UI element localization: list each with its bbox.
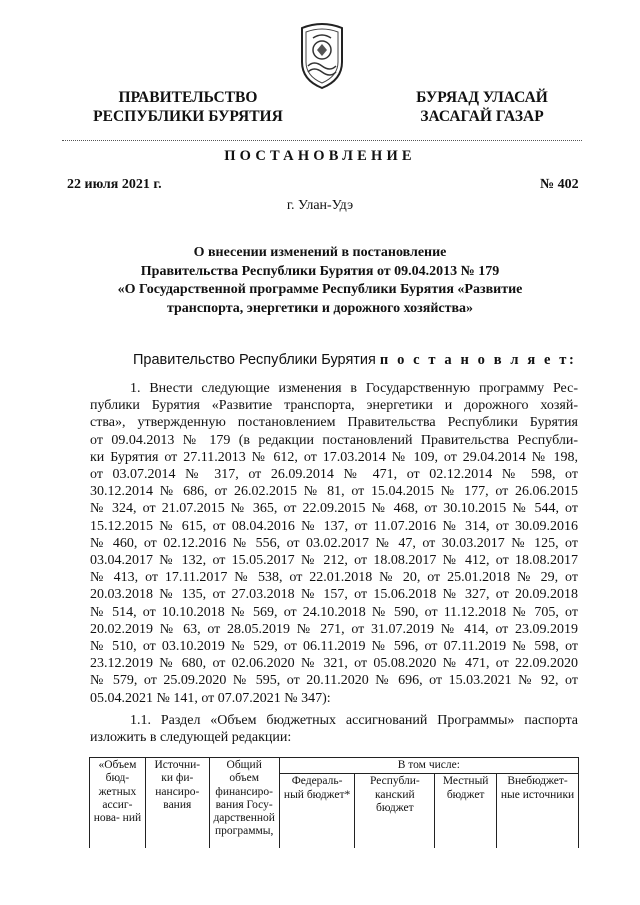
table-header-republic-budget: Республи- канский бюджет bbox=[355, 774, 435, 848]
document-number: № 402 bbox=[540, 177, 579, 192]
document-subject bbox=[80, 244, 560, 318]
budget-table bbox=[89, 757, 579, 848]
text-line: 30.12.2014 № 686, от 26.02.2015 № 81, от 15.04.2015 № 177, от 26.06.2015 bbox=[90, 484, 578, 500]
header-left-line1: ПРАВИТЕЛЬСТВО bbox=[118, 89, 258, 106]
text-line: № 324, от 21.07.2015 № 365, от 22.09.2015 № 468, от 30.10.2015 № 544, от bbox=[90, 501, 578, 517]
text-line: 05.04.2021 № 141, от 07.07.2021 № 347): bbox=[90, 690, 331, 706]
government-name-ru bbox=[88, 88, 288, 126]
table-header-extrabudgetary: Внебюджет- ные источники bbox=[497, 774, 579, 848]
text-line: ства», утвержденную постановлением Правительства Республики Бурятия bbox=[90, 415, 578, 431]
document-title: ПОСТАНОВЛЕНИЕ bbox=[224, 148, 416, 164]
text-line: 1.1. Раздел «Объем бюджетных ассигнований Программы» паспорта bbox=[130, 713, 578, 728]
paragraph-1-1 bbox=[90, 712, 578, 746]
table-header-federal-budget: Федераль- ный бюджет* bbox=[279, 774, 355, 848]
table-header-total-funding: Общий объем финансиро- вания Госу- дарственной программы, bbox=[209, 758, 279, 848]
subject-line: О внесении изменений в постановление bbox=[193, 245, 447, 260]
paragraph-1 bbox=[90, 380, 578, 707]
coat-of-arms-emblem bbox=[296, 22, 348, 90]
text-line: от 03.07.2014 № 317, от 26.09.2014 № 471, от 02.12.2014 № 598, от bbox=[90, 467, 578, 483]
text-line: от 09.04.2013 № 179 (в редакции постановлений Правительства Республи- bbox=[90, 432, 578, 448]
table-header-local-budget: Местный бюджет bbox=[435, 774, 497, 848]
text-line: 03.04.2017 № 132, от 15.05.2017 № 212, от 18.08.2017 № 412, от 18.08.2017 bbox=[90, 553, 578, 569]
header-left-line2: РЕСПУБЛИКИ БУРЯТИЯ bbox=[93, 108, 283, 125]
text-line: ки Бурятия от 27.11.2013 № 612, от 17.03.2014 № 109, от 29.04.2014 № 198, bbox=[90, 449, 578, 465]
text-line: № 510, от 03.10.2019 № 529, от 06.11.2019 № 596, от 07.11.2019 № 598, от bbox=[90, 639, 578, 655]
preamble bbox=[133, 352, 576, 369]
header-divider bbox=[62, 140, 582, 141]
subject-line: «О Государственной программе Республики Бурятия «Развитие bbox=[117, 282, 523, 297]
text-line: изложить в следующей редакции: bbox=[90, 730, 292, 746]
subject-line: транспорта, энергетики и дорожного хозяйства» bbox=[166, 300, 474, 316]
text-line: № 579, от 25.09.2020 № 595, от 20.11.2020 № 696, от 15.03.2021 № 92, от bbox=[90, 673, 578, 689]
table-header-budget-allocations: «Объем бюд- жетных ассиг- нова- ний bbox=[90, 758, 146, 848]
document-date: 22 июля 2021 г. bbox=[67, 177, 162, 192]
text-line: 1. Внести следующие изменения в Государственную программу Рес- bbox=[130, 381, 578, 396]
government-name-bua bbox=[402, 88, 562, 126]
preamble-emphasis: п о с т а н о в л я е т: bbox=[379, 352, 577, 368]
subject-line: Правительства Республики Бурятия от 09.04.2013 № 179 bbox=[140, 263, 500, 279]
text-line: № 413, от 17.11.2017 № 538, от 22.01.2018 № 20, от 25.01.2018 № 29, от bbox=[90, 570, 578, 586]
table-header-including: В том числе: bbox=[279, 758, 578, 774]
table-header-funding-sources: Источни- ки фи- нансиро- вания bbox=[145, 758, 209, 848]
text-line: 20.03.2018 № 135, от 27.03.2018 № 157, от 15.06.2018 № 327, от 20.09.2018 bbox=[90, 587, 578, 603]
header-right-line2: ЗАСАГАЙ ГАЗАР bbox=[420, 108, 544, 125]
text-line: № 460, от 02.12.2016 № 556, от 03.02.2017 № 47, от 30.03.2017 № 125, от bbox=[90, 535, 578, 551]
text-line: 15.12.2015 № 615, от 08.04.2016 № 137, от 11.07.2016 № 314, от 30.09.2016 bbox=[90, 518, 578, 534]
text-line: 23.12.2019 № 680, от 02.06.2020 № 321, от 05.08.2020 № 471, от 22.09.2020 bbox=[90, 656, 578, 672]
text-line: № 514, от 10.10.2018 № 569, от 24.10.2018 № 590, от 11.12.2018 № 705, от bbox=[90, 604, 578, 620]
header-right-line1: БУРЯАД УЛАСАЙ bbox=[416, 89, 548, 106]
preamble-text: Правительство Республики Бурятия bbox=[133, 352, 380, 368]
document-city: г. Улан-Удэ bbox=[286, 198, 354, 213]
text-line: публики Бурятия «Развитие транспорта, энергетики и дорожного хозяй- bbox=[90, 398, 578, 414]
text-line: 20.02.2019 № 63, от 28.05.2019 № 271, от 31.07.2019 № 414, от 23.09.2019 bbox=[90, 621, 578, 637]
